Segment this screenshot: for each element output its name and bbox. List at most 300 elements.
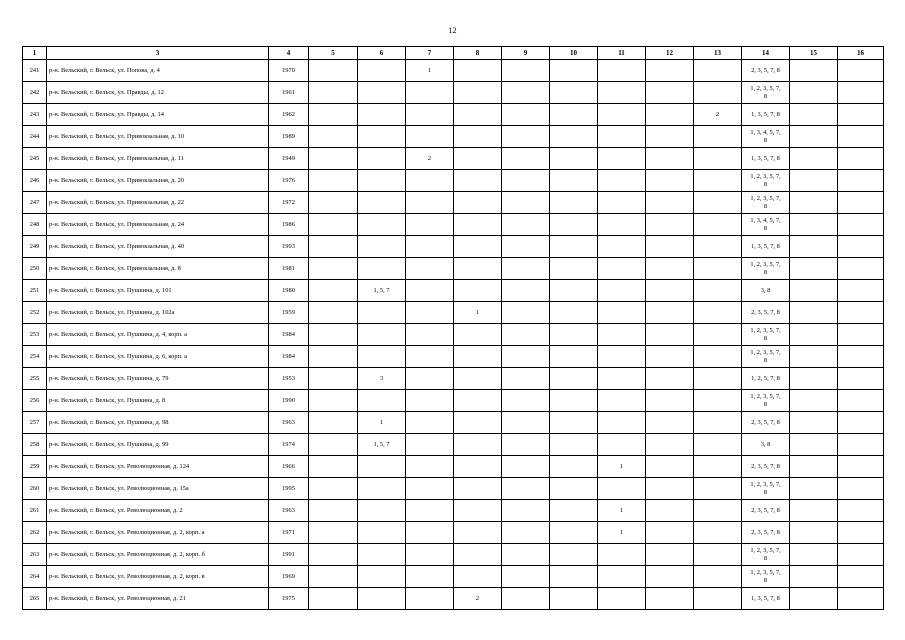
table-row	[23, 500, 884, 522]
address-cell: р-н. Вельский, г. Вельск, ул. Революционная, д. 15а	[47, 478, 269, 500]
table-cell	[646, 126, 694, 148]
table-cell	[790, 390, 838, 412]
address-cell: р-н. Вельский, г. Вельск, ул. Привокзальная, д. 8	[47, 258, 269, 280]
table-cell	[502, 412, 550, 434]
table-cell	[550, 588, 598, 610]
table-cell	[646, 544, 694, 566]
year-cell: 1975	[269, 588, 309, 610]
row-number-cell: 243	[23, 104, 47, 126]
table-cell	[838, 192, 884, 214]
table-cell	[550, 258, 598, 280]
table-cell	[694, 346, 742, 368]
table-cell: 1, 3, 4, 5, 7, 8	[742, 126, 790, 148]
table-cell	[309, 82, 358, 104]
table-cell	[309, 148, 358, 170]
table-cell	[454, 346, 502, 368]
table-cell	[454, 412, 502, 434]
table-cell	[550, 104, 598, 126]
table-cell	[454, 324, 502, 346]
address-cell: р-н. Вельский, г. Вельск, ул. Привокзальная, д. 22	[47, 192, 269, 214]
row-number-cell: 249	[23, 236, 47, 258]
table-cell	[406, 522, 454, 544]
table-cell: 1, 2, 3, 5, 7, 8	[742, 170, 790, 192]
column-header: 7	[406, 47, 454, 60]
address-cell: р-н. Вельский, г. Вельск, ул. Привокзальная, д. 20	[47, 170, 269, 192]
table-cell	[790, 412, 838, 434]
table-cell	[694, 522, 742, 544]
row-number-cell: 247	[23, 192, 47, 214]
row-number-cell: 261	[23, 500, 47, 522]
table-cell	[309, 280, 358, 302]
year-cell: 1972	[269, 192, 309, 214]
year-cell: 1953	[269, 368, 309, 390]
column-header: 10	[550, 47, 598, 60]
table-cell	[502, 390, 550, 412]
table-cell	[454, 258, 502, 280]
table-cell	[838, 544, 884, 566]
table-cell: 1, 2, 3, 5, 7, 8	[742, 390, 790, 412]
table-cell: 1	[406, 60, 454, 82]
table-cell	[309, 544, 358, 566]
table-cell	[358, 324, 406, 346]
table-cell	[550, 434, 598, 456]
table-cell	[309, 126, 358, 148]
row-number-cell: 251	[23, 280, 47, 302]
table-cell	[309, 412, 358, 434]
table-cell	[454, 280, 502, 302]
table-cell	[406, 236, 454, 258]
address-cell: р-н. Вельский, г. Вельск, ул. Революционная, д. 2, корп. а	[47, 522, 269, 544]
table-cell	[454, 456, 502, 478]
column-header: 3	[47, 47, 269, 60]
table-cell	[646, 258, 694, 280]
table-cell	[406, 390, 454, 412]
table-cell: 1, 3, 4, 5, 7, 8	[742, 214, 790, 236]
table-cell	[838, 170, 884, 192]
table-cell	[694, 434, 742, 456]
table-cell	[309, 346, 358, 368]
table-cell	[502, 588, 550, 610]
table-cell	[790, 214, 838, 236]
table-cell: 1, 3, 5, 7, 8	[742, 588, 790, 610]
table-cell	[309, 170, 358, 192]
table-cell	[502, 324, 550, 346]
table-cell	[790, 478, 838, 500]
table-body	[23, 60, 884, 610]
table-cell	[646, 456, 694, 478]
table-cell	[598, 478, 646, 500]
table-cell	[790, 500, 838, 522]
table-cell: 1, 3, 5, 7, 8	[742, 104, 790, 126]
table-cell	[598, 214, 646, 236]
table-cell	[790, 544, 838, 566]
table-cell	[598, 544, 646, 566]
address-cell: р-н. Вельский, г. Вельск, ул. Пушкина, д. 99	[47, 434, 269, 456]
table-cell	[358, 104, 406, 126]
table-cell	[454, 214, 502, 236]
year-cell: 1989	[269, 126, 309, 148]
table-cell	[406, 82, 454, 104]
table-cell	[406, 126, 454, 148]
table-cell	[838, 148, 884, 170]
table-cell	[309, 566, 358, 588]
table-cell	[309, 60, 358, 82]
year-cell: 1963	[269, 500, 309, 522]
table-row	[23, 214, 884, 236]
row-number-cell: 258	[23, 434, 47, 456]
table-cell	[694, 390, 742, 412]
table-cell	[550, 412, 598, 434]
table-cell	[550, 126, 598, 148]
table-row	[23, 258, 884, 280]
table-cell	[550, 566, 598, 588]
table-cell	[838, 236, 884, 258]
table-cell	[694, 588, 742, 610]
table-cell	[309, 324, 358, 346]
table-cell	[598, 302, 646, 324]
table-cell	[406, 588, 454, 610]
table-cell: 1, 2, 5, 7, 8	[742, 368, 790, 390]
column-header: 8	[454, 47, 502, 60]
table-row	[23, 324, 884, 346]
table-cell	[502, 82, 550, 104]
year-cell: 1984	[269, 346, 309, 368]
table-cell	[694, 500, 742, 522]
table-cell: 1	[454, 302, 502, 324]
table-cell	[502, 522, 550, 544]
year-cell: 1962	[269, 104, 309, 126]
year-cell: 1993	[269, 236, 309, 258]
table-cell	[550, 456, 598, 478]
table-cell: 1, 2, 3, 5, 7, 8	[742, 544, 790, 566]
table-row	[23, 82, 884, 104]
table-cell	[646, 170, 694, 192]
table-cell	[406, 478, 454, 500]
table-cell	[838, 434, 884, 456]
table-cell	[309, 236, 358, 258]
table-cell	[502, 258, 550, 280]
table-cell	[838, 82, 884, 104]
table-cell	[694, 126, 742, 148]
table-cell	[550, 368, 598, 390]
table-row	[23, 126, 884, 148]
row-number-cell: 264	[23, 566, 47, 588]
table-cell: 3, 8	[742, 434, 790, 456]
table-cell	[309, 478, 358, 500]
table-cell	[502, 368, 550, 390]
row-number-cell: 248	[23, 214, 47, 236]
table-cell	[838, 214, 884, 236]
table-cell	[406, 280, 454, 302]
table-row	[23, 346, 884, 368]
row-number-cell: 260	[23, 478, 47, 500]
table-cell	[694, 192, 742, 214]
table-cell	[358, 522, 406, 544]
table-cell	[358, 302, 406, 324]
table-cell: 2, 3, 5, 7, 8	[742, 302, 790, 324]
table-cell	[838, 566, 884, 588]
year-cell: 1961	[269, 82, 309, 104]
table-cell	[646, 390, 694, 412]
table-cell	[309, 192, 358, 214]
table-cell	[502, 214, 550, 236]
table-cell: 1	[598, 456, 646, 478]
row-number-cell: 244	[23, 126, 47, 148]
table-cell	[550, 280, 598, 302]
table-cell	[598, 324, 646, 346]
table-cell	[454, 566, 502, 588]
table-cell	[309, 104, 358, 126]
table-row	[23, 302, 884, 324]
column-header: 9	[502, 47, 550, 60]
table-row	[23, 588, 884, 610]
table-cell	[309, 302, 358, 324]
table-cell	[790, 456, 838, 478]
table-cell	[454, 544, 502, 566]
row-number-cell: 263	[23, 544, 47, 566]
table-cell	[502, 544, 550, 566]
table-row	[23, 434, 884, 456]
table-cell	[502, 148, 550, 170]
page-number: 12	[448, 26, 457, 35]
table-cell	[358, 544, 406, 566]
table-cell	[646, 368, 694, 390]
row-number-cell: 246	[23, 170, 47, 192]
table-cell	[309, 456, 358, 478]
table-cell	[790, 148, 838, 170]
year-cell: 1976	[269, 170, 309, 192]
column-header: 14	[742, 47, 790, 60]
table-cell	[550, 214, 598, 236]
table-cell: 1, 5, 7	[358, 434, 406, 456]
table-cell	[550, 192, 598, 214]
table-cell	[838, 302, 884, 324]
address-cell: р-н. Вельский, г. Вельск, ул. Революционная, д. 21	[47, 588, 269, 610]
address-cell: р-н. Вельский, г. Вельск, ул. Пушкина, д. 98	[47, 412, 269, 434]
table-cell: 2, 3, 5, 7, 8	[742, 456, 790, 478]
table-cell	[550, 60, 598, 82]
table-cell	[309, 588, 358, 610]
table-cell: 1, 3, 5, 7, 8	[742, 236, 790, 258]
column-header: 15	[790, 47, 838, 60]
table-cell	[454, 170, 502, 192]
table-cell	[358, 588, 406, 610]
address-cell: р-н. Вельский, г. Вельск, ул. Пушкина, д. 4, корп. а	[47, 324, 269, 346]
table-cell	[598, 390, 646, 412]
table-cell	[454, 104, 502, 126]
table-cell	[838, 258, 884, 280]
address-cell: р-н. Вельский, г. Вельск, ул. Революционная, д. 2, корп. б	[47, 544, 269, 566]
column-header: 13	[694, 47, 742, 60]
table-cell	[454, 434, 502, 456]
table-cell: 1, 2, 3, 5, 7, 8	[742, 346, 790, 368]
table-cell: 1	[598, 500, 646, 522]
table-cell: 1, 2, 3, 5, 7, 8	[742, 192, 790, 214]
address-cell: р-н. Вельский, г. Вельск, ул. Пушкина, д. 6, корп. а	[47, 346, 269, 368]
table-cell	[790, 522, 838, 544]
table-cell	[550, 324, 598, 346]
table-cell	[502, 280, 550, 302]
year-cell: 1986	[269, 214, 309, 236]
address-cell: р-н. Вельский, г. Вельск, ул. Революционная, д. 2, корп. в	[47, 566, 269, 588]
table-row	[23, 412, 884, 434]
table-cell	[502, 434, 550, 456]
table-cell	[550, 82, 598, 104]
table-cell	[838, 104, 884, 126]
registry-table	[22, 46, 884, 610]
table-cell	[406, 258, 454, 280]
table-cell	[646, 236, 694, 258]
table-cell	[309, 390, 358, 412]
table-cell	[550, 522, 598, 544]
table-cell	[790, 192, 838, 214]
table-cell	[358, 126, 406, 148]
table-cell	[502, 170, 550, 192]
table-cell	[790, 588, 838, 610]
table-cell	[838, 588, 884, 610]
table-row	[23, 390, 884, 412]
table-cell: 3, 8	[742, 280, 790, 302]
table-cell	[502, 456, 550, 478]
table-cell	[358, 236, 406, 258]
year-cell: 1971	[269, 522, 309, 544]
table-cell	[694, 302, 742, 324]
table-cell	[358, 390, 406, 412]
address-cell: р-н. Вельский, г. Вельск, ул. Пушкина, д. 101	[47, 280, 269, 302]
table-cell	[646, 82, 694, 104]
table-cell	[550, 346, 598, 368]
row-number-cell: 245	[23, 148, 47, 170]
table-cell	[358, 170, 406, 192]
table-cell	[790, 60, 838, 82]
table-cell	[598, 346, 646, 368]
row-number-cell: 250	[23, 258, 47, 280]
row-number-cell: 265	[23, 588, 47, 610]
table-cell	[309, 258, 358, 280]
table-cell	[550, 478, 598, 500]
table-row	[23, 368, 884, 390]
row-number-cell: 257	[23, 412, 47, 434]
table-cell	[838, 412, 884, 434]
table-row	[23, 478, 884, 500]
table-header-row	[23, 47, 884, 60]
row-number-cell: 254	[23, 346, 47, 368]
table-cell: 3	[358, 368, 406, 390]
table-cell	[790, 280, 838, 302]
table-cell	[598, 82, 646, 104]
table-cell	[454, 148, 502, 170]
table-cell	[406, 346, 454, 368]
address-cell: р-н. Вельский, г. Вельск, ул. Привокзальная, д. 40	[47, 236, 269, 258]
table-cell	[502, 302, 550, 324]
table-cell	[598, 566, 646, 588]
table-cell	[454, 522, 502, 544]
table-cell	[646, 500, 694, 522]
table-cell	[454, 236, 502, 258]
table-cell	[838, 390, 884, 412]
table-cell	[358, 192, 406, 214]
row-number-cell: 256	[23, 390, 47, 412]
table-cell	[694, 236, 742, 258]
table-cell	[454, 126, 502, 148]
address-cell: р-н. Вельский, г. Вельск, ул. Революционная, д. 124	[47, 456, 269, 478]
table-cell	[694, 566, 742, 588]
table-cell	[358, 346, 406, 368]
table-cell	[454, 390, 502, 412]
table-cell	[598, 258, 646, 280]
table-cell	[309, 214, 358, 236]
table-cell	[406, 434, 454, 456]
table-cell: 1, 2, 3, 5, 7, 8	[742, 478, 790, 500]
table-cell: 1, 2, 3, 5, 7, 8	[742, 324, 790, 346]
table-cell	[502, 500, 550, 522]
table-cell	[598, 588, 646, 610]
row-number-cell: 262	[23, 522, 47, 544]
table-cell	[454, 60, 502, 82]
table-row	[23, 148, 884, 170]
table-cell	[694, 324, 742, 346]
column-header: 1	[23, 47, 47, 60]
year-cell: 1966	[269, 456, 309, 478]
year-cell: 1981	[269, 258, 309, 280]
table-cell	[309, 500, 358, 522]
address-cell: р-н. Вельский, г. Вельск, ул. Пушкина, д. 79	[47, 368, 269, 390]
table-cell: 2, 3, 5, 7, 8	[742, 522, 790, 544]
address-cell: р-н. Вельский, г. Вельск, ул. Пушкина, д. 8	[47, 390, 269, 412]
table-cell	[502, 478, 550, 500]
table-cell	[309, 522, 358, 544]
table-cell	[694, 148, 742, 170]
column-header: 6	[358, 47, 406, 60]
table-cell	[646, 214, 694, 236]
table-cell	[694, 280, 742, 302]
table-cell	[454, 478, 502, 500]
table-cell	[598, 60, 646, 82]
table-cell	[694, 258, 742, 280]
table-cell	[646, 588, 694, 610]
row-number-cell: 241	[23, 60, 47, 82]
address-cell: р-н. Вельский, г. Вельск, ул. Привокзальная, д. 10	[47, 126, 269, 148]
table-cell	[406, 302, 454, 324]
table-cell	[838, 324, 884, 346]
table-cell: 2, 3, 5, 7, 8	[742, 500, 790, 522]
table-cell	[790, 170, 838, 192]
table-cell	[694, 60, 742, 82]
address-cell: р-н. Вельский, г. Вельск, ул. Попова, д. 4	[47, 60, 269, 82]
year-cell: 1980	[269, 280, 309, 302]
table-cell	[694, 170, 742, 192]
table-cell	[502, 566, 550, 588]
column-header: 16	[838, 47, 884, 60]
table-cell	[502, 60, 550, 82]
table-cell: 2	[454, 588, 502, 610]
table-cell	[838, 478, 884, 500]
row-number-cell: 255	[23, 368, 47, 390]
table-cell	[406, 170, 454, 192]
table-cell: 2	[406, 148, 454, 170]
year-cell: 1995	[269, 478, 309, 500]
table-cell	[646, 412, 694, 434]
table-cell	[550, 390, 598, 412]
table-cell	[358, 258, 406, 280]
table-cell	[358, 214, 406, 236]
table-cell	[694, 368, 742, 390]
column-header: 11	[598, 47, 646, 60]
address-cell: р-н. Вельский, г. Вельск, ул. Привокзальная, д. 11	[47, 148, 269, 170]
table-cell	[358, 456, 406, 478]
table-cell	[406, 544, 454, 566]
table-cell	[790, 126, 838, 148]
